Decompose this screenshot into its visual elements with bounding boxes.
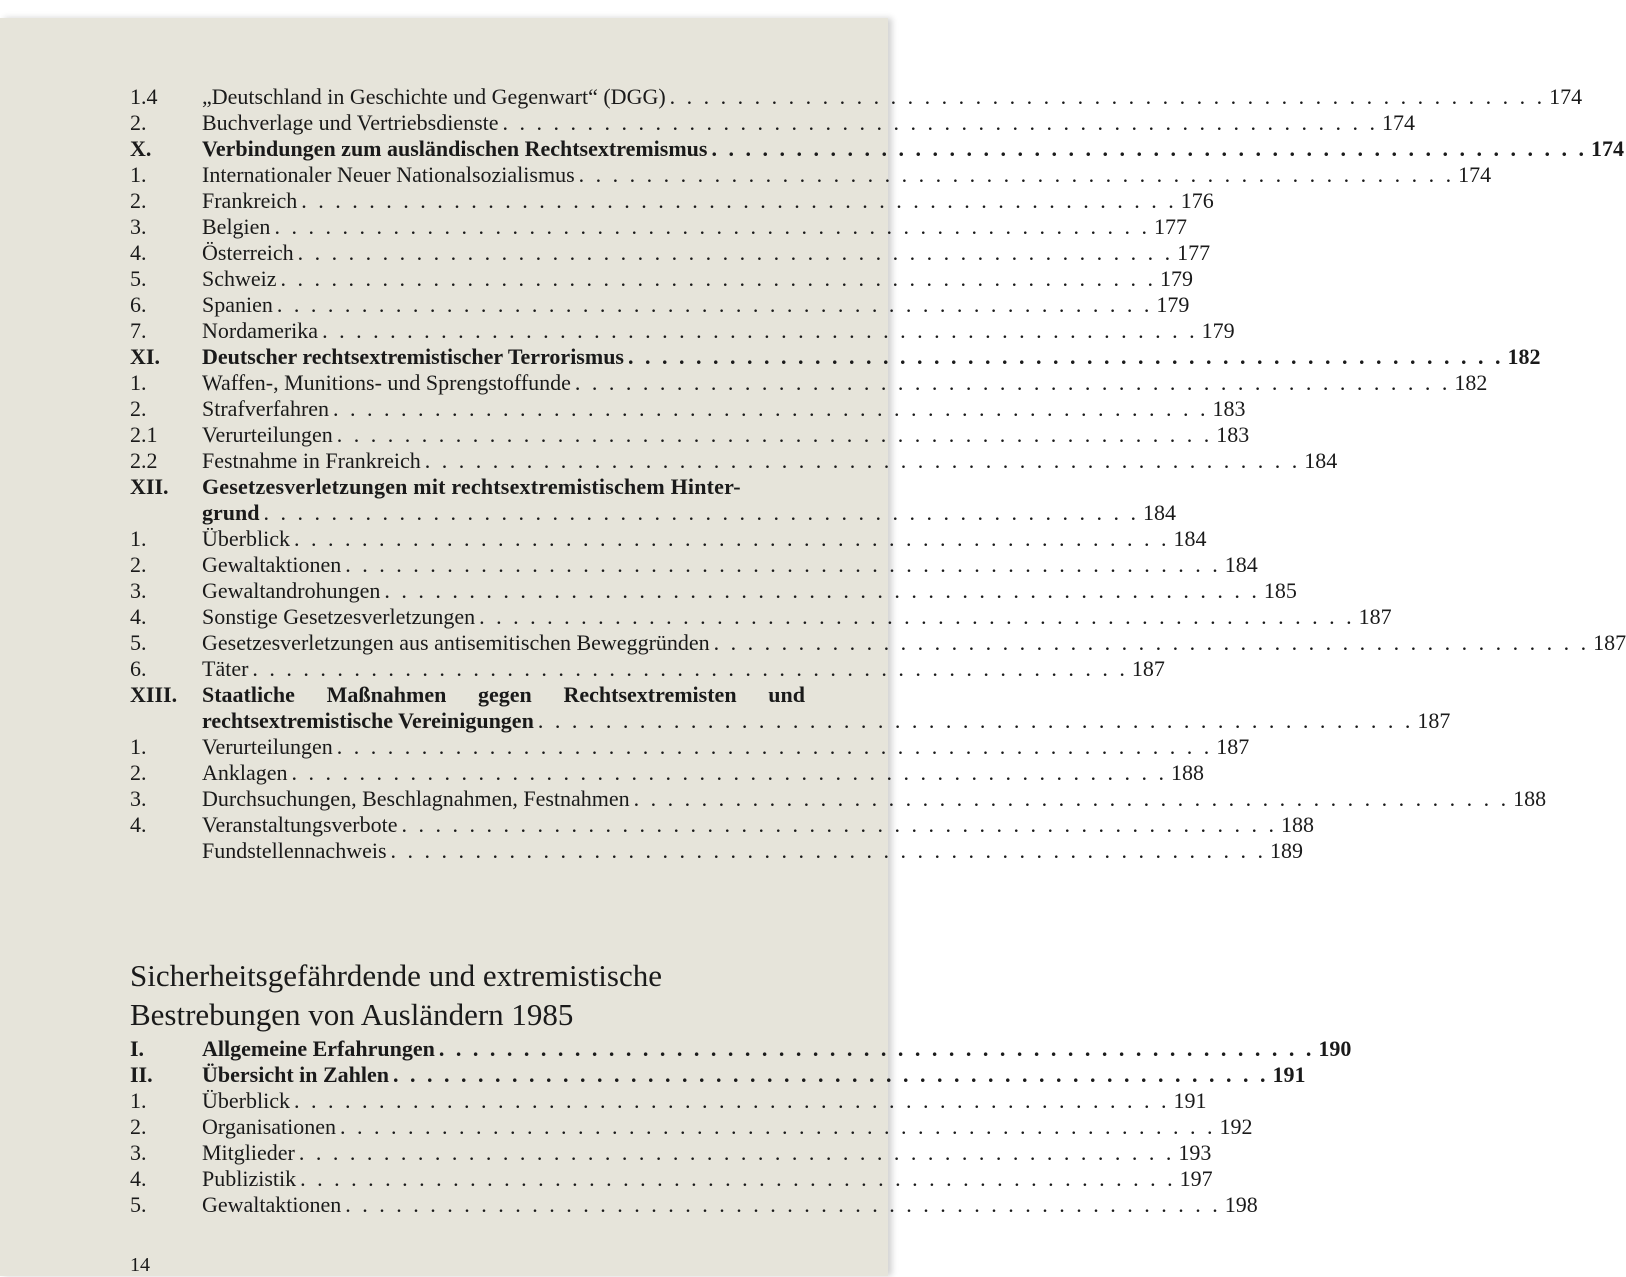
toc-entry-number: 2.	[130, 188, 147, 213]
toc-entry-number: 3.	[130, 786, 147, 811]
toc-entry-line	[202, 656, 1165, 682]
toc-entry-page: 190	[1318, 1036, 1352, 1061]
toc-entry-title: Gewaltaktionen	[202, 1192, 342, 1217]
leader-dots: . . . . . . . . . . . . . . . . . . . . . . . . . . . . . . . . . . . . . . . . . . . . . . . . . . . .	[390, 838, 1267, 863]
toc-entry-page: 193	[1178, 1140, 1212, 1165]
toc-entry-title: Anklagen	[202, 760, 288, 785]
leader-dots: . . . . . . . . . . . . . . . . . . . . . . . . . . . . . . . . . . . . . . . . . . . . . . . . . . . .	[263, 500, 1139, 525]
toc-entry-title: Waffen-, Munitions- und Sprengstoffunde	[202, 370, 571, 395]
toc-entry-line	[202, 162, 1492, 188]
leader-dots: . . . . . . . . . . . . . . . . . . . . . . . . . . . . . . . . . . . . . . . . . . . . . . . . . . . .	[713, 630, 1590, 655]
toc-entry-title: Buchverlage und Vertriebsdienste	[202, 110, 499, 135]
toc-entry	[130, 188, 1214, 214]
toc-entry-title: Internationaler Neuer Nationalsozialismus	[202, 162, 575, 187]
toc-entry-page: 174	[1590, 136, 1624, 161]
toc-entry-line	[202, 812, 1314, 838]
toc-entry-page: 183	[1216, 422, 1250, 447]
toc-entry-title: Mitglieder	[202, 1140, 295, 1165]
toc-entry-line	[202, 422, 1250, 448]
toc-entry-title: Überblick	[202, 1088, 290, 1113]
toc-entry	[130, 786, 1547, 812]
toc-entry-line	[202, 188, 1214, 214]
toc-entry-title: Gewaltandrohungen	[202, 578, 381, 603]
toc-entry-title: Übersicht in Zahlen	[202, 1062, 390, 1087]
leader-dots: . . . . . . . . . . . . . . . . . . . . . . . . . . . . . . . . . . . . . . . . . . . . . . . . . . . .	[479, 604, 1355, 629]
toc-entry-page: 187	[1417, 708, 1451, 733]
toc-entry-title-line-1	[202, 682, 805, 708]
toc-entry-page: 179	[1160, 266, 1194, 291]
toc-entry-title: Festnahme in Frankreich	[202, 448, 421, 473]
toc-entry-title-line-2: rechtsextremistische Vereinigungen	[202, 708, 534, 733]
toc-entry	[130, 526, 1207, 552]
toc-entry	[130, 214, 1187, 240]
toc-entry-line	[202, 1036, 1352, 1062]
toc-entry-line	[202, 1192, 1258, 1218]
toc-entry-page: 179	[1156, 292, 1190, 317]
toc-entry-number: 2.	[130, 1114, 147, 1139]
leader-dots: . . . . . . . . . . . . . . . . . . . . . . . . . . . . . . . . . . . . . . . . . . . . . . . . . . . .	[502, 110, 1379, 135]
toc-entry-line	[202, 500, 1176, 526]
page-number: 14	[130, 1254, 150, 1276]
toc-entry-title: Gewaltaktionen	[202, 552, 342, 577]
toc-entry-title: Spanien	[202, 292, 273, 317]
toc-entry-line	[202, 760, 1205, 786]
toc-entry-line	[202, 734, 1250, 760]
leader-dots: . . . . . . . . . . . . . . . . . . . . . . . . . . . . . . . . . . . . . . . . . . . . . . . . . . . .	[537, 708, 1414, 733]
leader-dots: . . . . . . . . . . . . . . . . . . . . . . . . . . . . . . . . . . . . . . . . . . . . . . . . . . . .	[300, 1166, 1176, 1191]
toc-entry-title: Gesetzesverletzungen aus antisemitischen Beweggründen	[202, 630, 710, 655]
toc-entry-page: 191	[1272, 1062, 1306, 1087]
toc-entry-title-block	[202, 474, 1176, 526]
toc-entry-line	[202, 370, 1488, 396]
toc-entry-title-word: Staatliche	[202, 682, 295, 707]
toc-entry	[130, 812, 1314, 838]
leader-dots: . . . . . . . . . . . . . . . . . . . . . . . . . . . . . . . . . . . . . . . . . . . . . . . . . . . .	[297, 240, 1174, 265]
toc-entry-line	[202, 1166, 1213, 1192]
toc-entry-line	[202, 266, 1194, 292]
toc-entry-page: 174	[1382, 110, 1416, 135]
leader-dots: . . . . . . . . . . . . . . . . . . . . . . . . . . . . . . . . . . . . . . . . . . . . . . . . . . . .	[298, 1140, 1175, 1165]
toc-entry-page: 187	[1131, 656, 1165, 681]
toc-entry-page: 187	[1216, 734, 1250, 759]
leader-dots: . . . . . . . . . . . . . . . . . . . . . . . . . . . . . . . . . . . . . . . . . . . . . . . . . . . .	[633, 786, 1510, 811]
toc-entry-line	[202, 136, 1624, 162]
leader-dots: . . . . . . . . . . . . . . . . . . . . . . . . . . . . . . . . . . . . . . . . . . . . . . . . . . . .	[574, 370, 1451, 395]
toc-entry-page: 191	[1173, 1088, 1207, 1113]
toc-entry-line	[202, 604, 1392, 630]
leader-dots: . . . . . . . . . . . . . . . . . . . . . . . . . . . . . . . . . . . . . . . . . . . . . . . . . . . .	[438, 1036, 1315, 1061]
toc-entry-number: 2.1	[130, 422, 158, 447]
toc-entry-page: 187	[1358, 604, 1392, 629]
toc-entry	[130, 604, 1392, 630]
leader-dots: . . . . . . . . . . . . . . . . . . . . . . . . . . . . . . . . . . . . . . . . . . . . . . . . . . . .	[291, 760, 1168, 785]
toc-entry-number: X.	[130, 136, 152, 161]
toc-entry-title: Täter	[202, 656, 249, 681]
toc-entry-number: I.	[130, 1036, 145, 1061]
toc-entry-title-word: Maßnahmen	[326, 682, 447, 707]
toc-entry-line	[202, 838, 1304, 864]
toc-entry-number: 1.	[130, 162, 147, 187]
toc-entry-page: 197	[1179, 1166, 1213, 1191]
section-title-line-2: Bestrebungen von Ausländern 1985	[130, 997, 574, 1032]
toc-entry	[130, 734, 1250, 760]
toc-entry-number: 4.	[130, 240, 147, 265]
toc-entry-line	[202, 630, 1626, 656]
toc-entry-number: 3.	[130, 214, 147, 239]
toc-entry-number: 6.	[130, 292, 147, 317]
toc-entry-title: „Deutschland in Geschichte und Gegenwart“ (DGG)	[202, 84, 666, 109]
toc-entry-line	[202, 110, 1416, 136]
leader-dots: . . . . . . . . . . . . . . . . . . . . . . . . . . . . . . . . . . . . . . . . . . . . . . . . . . . .	[336, 422, 1213, 447]
toc-entry	[130, 1192, 1258, 1218]
toc-entry	[130, 1166, 1213, 1192]
toc-entry	[130, 84, 1583, 110]
toc-entry-page: 184	[1304, 448, 1338, 473]
toc-entry-line	[202, 344, 1541, 370]
leader-dots: . . . . . . . . . . . . . . . . . . . . . . . . . . . . . . . . . . . . . . . . . . . . . . . . . . . .	[424, 448, 1301, 473]
toc-entry-line	[202, 786, 1547, 812]
toc-entry	[130, 1088, 1207, 1114]
toc-entry-number: 3.	[130, 1140, 147, 1165]
leader-dots: . . . . . . . . . . . . . . . . . . . . . . . . . . . . . . . . . . . . . . . . . . . . . . . . . . . .	[393, 1062, 1269, 1087]
toc-entry-line	[202, 84, 1583, 110]
toc-entry	[130, 396, 1246, 422]
leader-dots: . . . . . . . . . . . . . . . . . . . . . . . . . . . . . . . . . . . . . . . . . . . . . . . . . . . .	[276, 292, 1153, 317]
toc-entry-page: 179	[1201, 318, 1235, 343]
toc-entry-title-block	[202, 682, 1451, 734]
toc-entry-page: 184	[1142, 500, 1176, 525]
toc-entry-number: 2.	[130, 760, 147, 785]
toc-entry-page: 176	[1180, 188, 1214, 213]
toc-entry-line	[202, 240, 1211, 266]
leader-dots: . . . . . . . . . . . . . . . . . . . . . . . . . . . . . . . . . . . . . . . . . . . . . . . . . . . .	[252, 656, 1128, 681]
leader-dots: . . . . . . . . . . . . . . . . . . . . . . . . . . . . . . . . . . . . . . . . . . . . . . . . . . . .	[336, 734, 1213, 759]
section-title	[130, 956, 830, 1034]
toc-entry-title: Allgemeine Erfahrungen	[202, 1036, 435, 1061]
toc-entry-page: 184	[1173, 526, 1207, 551]
toc-entry	[130, 266, 1194, 292]
toc-entry-line	[202, 1062, 1306, 1088]
toc-entry-page: 174	[1458, 162, 1492, 187]
toc-entry-title: Nordamerika	[202, 318, 319, 343]
toc-entry-line	[202, 578, 1297, 604]
leader-dots: . . . . . . . . . . . . . . . . . . . . . . . . . . . . . . . . . . . . . . . . . . . . . . . . . . . .	[333, 396, 1209, 421]
toc-entry-number: 3.	[130, 578, 147, 603]
toc-entry-title-word: und	[768, 682, 805, 707]
leader-dots: . . . . . . . . . . . . . . . . . . . . . . . . . . . . . . . . . . . . . . . . . . . . . . . . . . . .	[293, 1088, 1170, 1113]
leader-dots: . . . . . . . . . . . . . . . . . . . . . . . . . . . . . . . . . . . . . . . . . . . . . . . . . . . .	[578, 162, 1455, 187]
toc-entry	[130, 656, 1165, 682]
toc-entry	[130, 1062, 1306, 1088]
toc-entry-page: 177	[1153, 214, 1187, 239]
toc-entry-title: Strafverfahren	[202, 396, 330, 421]
toc-entry-page: 187	[1593, 630, 1626, 655]
toc-entry-page: 182	[1454, 370, 1488, 395]
leader-dots: . . . . . . . . . . . . . . . . . . . . . . . . . . . . . . . . . . . . . . . . . . . . . . . . . . . .	[340, 1114, 1216, 1139]
toc-entry	[130, 1114, 1253, 1140]
toc-entry-number: XII.	[130, 474, 169, 499]
leader-dots: . . . . . . . . . . . . . . . . . . . . . . . . . . . . . . . . . . . . . . . . . . . . . . . . . . . .	[301, 188, 1177, 213]
toc-entry-page: 198	[1224, 1192, 1258, 1217]
toc-entry-page: 192	[1219, 1114, 1253, 1139]
toc-entry-line	[202, 526, 1207, 552]
toc-entry-line	[202, 292, 1190, 318]
toc-entry-title: Verurteilungen	[202, 422, 333, 447]
toc-entry-number: 7.	[130, 318, 147, 343]
toc-entry-number: XIII.	[130, 682, 178, 707]
toc-entry-number: 1.	[130, 1088, 147, 1113]
toc-entry-line	[202, 708, 1451, 734]
toc-entry	[130, 682, 1451, 734]
toc-entry	[130, 1140, 1212, 1166]
toc-entry-page: 188	[1513, 786, 1547, 811]
toc-entry-line	[202, 1140, 1212, 1166]
toc-entry-title: Sonstige Gesetzesverletzungen	[202, 604, 476, 629]
toc-entry-number: 6.	[130, 656, 147, 681]
leader-dots: . . . . . . . . . . . . . . . . . . . . . . . . . . . . . . . . . . . . . . . . . . . . . . . . . . . .	[669, 84, 1546, 109]
toc-entry-page: 185	[1263, 578, 1297, 603]
toc-entry-title: Verbindungen zum ausländischen Rechtsextremismus	[202, 136, 708, 161]
toc-entry-line	[202, 1088, 1207, 1114]
leader-dots: . . . . . . . . . . . . . . . . . . . . . . . . . . . . . . . . . . . . . . . . . . . . . . . . . . . .	[322, 318, 1198, 343]
leader-dots: . . . . . . . . . . . . . . . . . . . . . . . . . . . . . . . . . . . . . . . . . . . . . . . . . . . .	[711, 136, 1587, 161]
toc-entry	[130, 760, 1205, 786]
toc-entry	[130, 136, 1624, 162]
toc-entry-line	[202, 214, 1187, 240]
toc-entry	[130, 370, 1488, 396]
toc-entry-title: Durchsuchungen, Beschlagnahmen, Festnahmen	[202, 786, 630, 811]
section-title-line-1: Sicherheitsgefährdende und extremistische	[130, 958, 662, 993]
toc-entry-title: Veranstaltungsverbote	[202, 812, 398, 837]
toc-entry-line	[202, 448, 1338, 474]
toc-entry-page: 177	[1177, 240, 1211, 265]
toc-entry	[130, 240, 1211, 266]
toc-entry-number: 1.4	[130, 84, 158, 109]
toc-entry	[130, 578, 1297, 604]
toc-entry-page: 183	[1212, 396, 1246, 421]
toc-entry-line	[202, 318, 1235, 344]
toc-entry-line	[202, 1114, 1253, 1140]
toc-entry-number: 4.	[130, 604, 147, 629]
toc-entry-page: 184	[1224, 552, 1258, 577]
toc-entry-title-line-1: Gesetzesverletzungen mit rechtsextremistischem Hinter-	[202, 474, 741, 499]
leader-dots: . . . . . . . . . . . . . . . . . . . . . . . . . . . . . . . . . . . . . . . . . . . . . . . . . . . .	[293, 526, 1170, 551]
toc-entry-page: 188	[1281, 812, 1314, 837]
toc-entry	[130, 318, 1235, 344]
leader-dots: . . . . . . . . . . . . . . . . . . . . . . . . . . . . . . . . . . . . . . . . . . . . . . . . . . . .	[345, 1192, 1221, 1217]
toc-entry-page: 189	[1270, 838, 1304, 863]
toc-entry-number: 1.	[130, 370, 147, 395]
leader-dots: . . . . . . . . . . . . . . . . . . . . . . . . . . . . . . . . . . . . . . . . . . . . . . . . . . . .	[280, 266, 1157, 291]
toc-entry-number: II.	[130, 1062, 153, 1087]
toc-entry	[130, 110, 1416, 136]
toc-entry	[130, 1036, 1352, 1062]
toc-entry-title: Belgien	[202, 214, 271, 239]
toc-entry-line	[202, 552, 1258, 578]
leader-dots: . . . . . . . . . . . . . . . . . . . . . . . . . . . . . . . . . . . . . . . . . . . . . . . . . . . .	[401, 812, 1277, 837]
toc-entry	[130, 344, 1541, 370]
toc-entry-title: Fundstellennachweis	[202, 838, 387, 863]
toc-entry-page: 182	[1507, 344, 1541, 369]
toc-entry-number: 1.	[130, 526, 147, 551]
toc-entry-number: 1.	[130, 734, 147, 759]
leader-dots: . . . . . . . . . . . . . . . . . . . . . . . . . . . . . . . . . . . . . . . . . . . . . . . . . . . .	[384, 578, 1260, 603]
toc-entry	[130, 474, 1176, 526]
toc-entry-title: Deutscher rechtsextremistischer Terrorismus	[202, 344, 624, 369]
toc-entry-number: 2.	[130, 396, 147, 421]
toc-entry-title-word: gegen	[478, 682, 532, 707]
leader-dots: . . . . . . . . . . . . . . . . . . . . . . . . . . . . . . . . . . . . . . . . . . . . . . . . . . . .	[345, 552, 1221, 577]
toc-entry-page: 174	[1549, 84, 1583, 109]
leader-dots: . . . . . . . . . . . . . . . . . . . . . . . . . . . . . . . . . . . . . . . . . . . . . . . . . . . .	[274, 214, 1150, 239]
toc-entry	[130, 630, 1626, 656]
toc-entry-title-line-2: grund	[202, 500, 260, 525]
leader-dots: . . . . . . . . . . . . . . . . . . . . . . . . . . . . . . . . . . . . . . . . . . . . . . . . . . . .	[628, 344, 1504, 369]
toc-entry-line	[202, 396, 1246, 422]
toc-entry-number: 5.	[130, 266, 147, 291]
toc-entry-title: Organisationen	[202, 1114, 337, 1139]
toc-entry-title: Österreich	[202, 240, 294, 265]
toc-entry	[130, 552, 1258, 578]
toc-entry-title: Frankreich	[202, 188, 298, 213]
toc-entry-number: 5.	[130, 630, 147, 655]
toc-entry-number: 4.	[130, 812, 147, 837]
toc-entry-title: Verurteilungen	[202, 734, 333, 759]
toc-entry-number: 2.	[130, 552, 147, 577]
toc-entry-title-word: Rechtsextremisten	[563, 682, 737, 707]
document-page	[0, 18, 1626, 1276]
toc-entry	[130, 162, 1492, 188]
toc-entry	[130, 422, 1250, 448]
toc-entry	[130, 292, 1190, 318]
toc-entry-title: Überblick	[202, 526, 290, 551]
toc-entry-number: 5.	[130, 1192, 147, 1217]
toc-entry-title: Publizistik	[202, 1166, 297, 1191]
toc-entry-page: 188	[1171, 760, 1205, 785]
toc-entry	[130, 838, 1304, 864]
toc-entry	[130, 448, 1338, 474]
toc-entry-number: 4.	[130, 1166, 147, 1191]
toc-entry-number: 2.2	[130, 448, 158, 473]
toc-entry-number: 2.	[130, 110, 147, 135]
toc-entry-title: Schweiz	[202, 266, 277, 291]
toc-entry-number: XI.	[130, 344, 160, 369]
